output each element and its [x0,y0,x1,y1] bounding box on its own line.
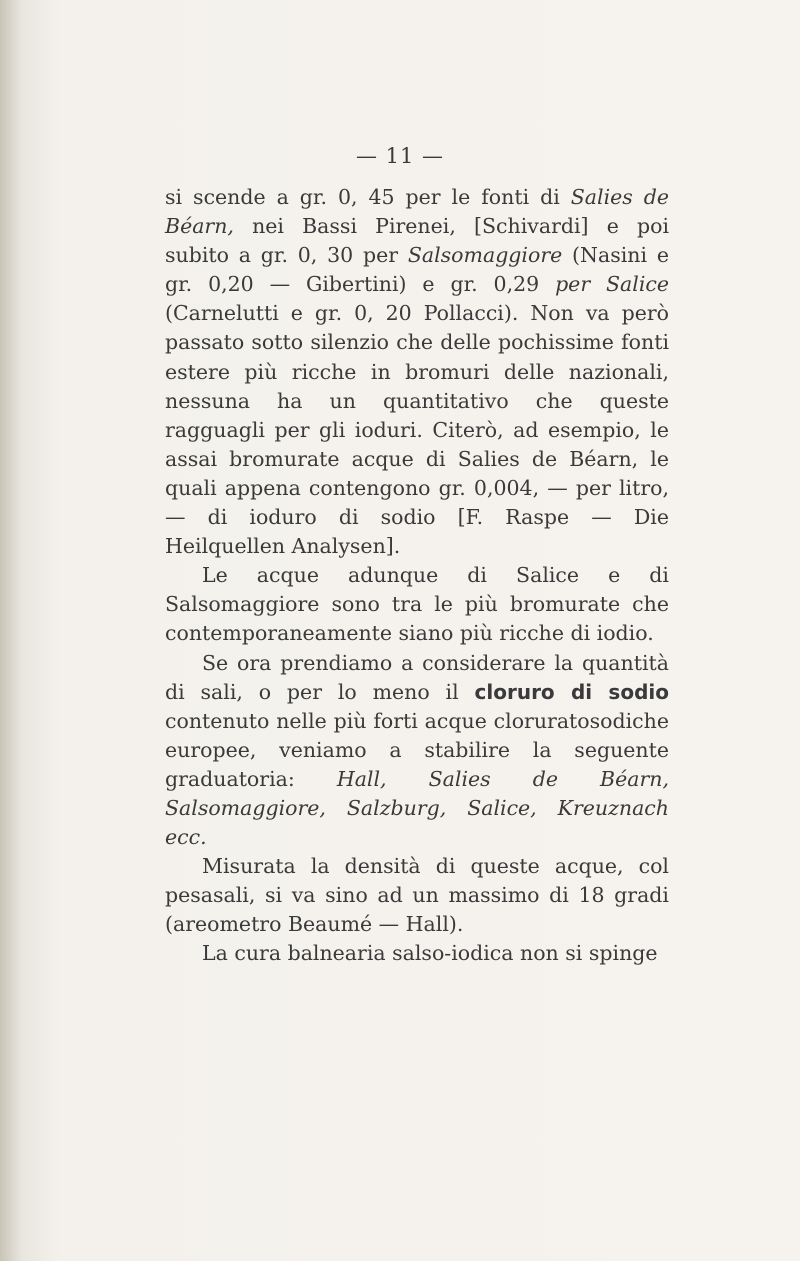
italic-place-name: per Salice [555,272,669,297]
body-text [165,183,669,969]
paragraph-2: Le acque adunque di Salice e di Salsomaggiore sono tra le più bromurate che contemporaneamente siano più ricche di iodio. [165,563,669,646]
text-run: (Carnelutti e gr. 0, 20 Pollacci). Non va però passato sotto silenzio che delle pochissime fonti estere più ricche in bromuri delle nazionali, nessuna ha un quantitativo che queste ragguagli per gli ioduri. Citerò, ad esempio, le assai bromurate acque di Salies de Béarn, le quali appena contengono gr. 0,004, — per litro, — di ioduro di sodio [F. Raspe — Die Heilquellen Analysen]. [165,301,669,559]
italic-ranking: Hall, Salies de Béarn, Salsomaggiore, Salzburg, Salice, Kreuznach ecc. [165,766,669,850]
text-run: contenuto nelle più forti acque cloruratosodiche europee, veniamo a stabilire la seguente graduatoria: [165,708,669,791]
paragraph-5: La cura balnearia salso-iodica non si spinge [202,941,658,966]
paragraph-3 [165,649,669,853]
italic-place-name: Salies de Béarn, [165,185,670,239]
text-run: si scende a gr. 0, 45 per le fonti di [165,185,571,209]
text-run: nei Bassi Pirenei, [Schivardi] e poi subito a gr. 0, 30 per [165,214,669,268]
bold-term: cloruro di sodio [474,679,669,704]
paragraph-4: Misurata la densità di queste acque, col pesasali, si va sino ad un massimo di 18 gradi (areometro Beaumé — Hall). [165,854,669,937]
italic-place-name: Salsomaggiore [407,243,563,268]
page-number: — 11 — [355,144,445,168]
text-run: Se ora prendiamo a considerare la quantità di sali, o per lo meno il [165,650,669,704]
paragraph-1 [165,183,669,561]
text-run: (Nasini e gr. 0,20 — Gibertini) e gr. 0,29 [165,243,669,297]
